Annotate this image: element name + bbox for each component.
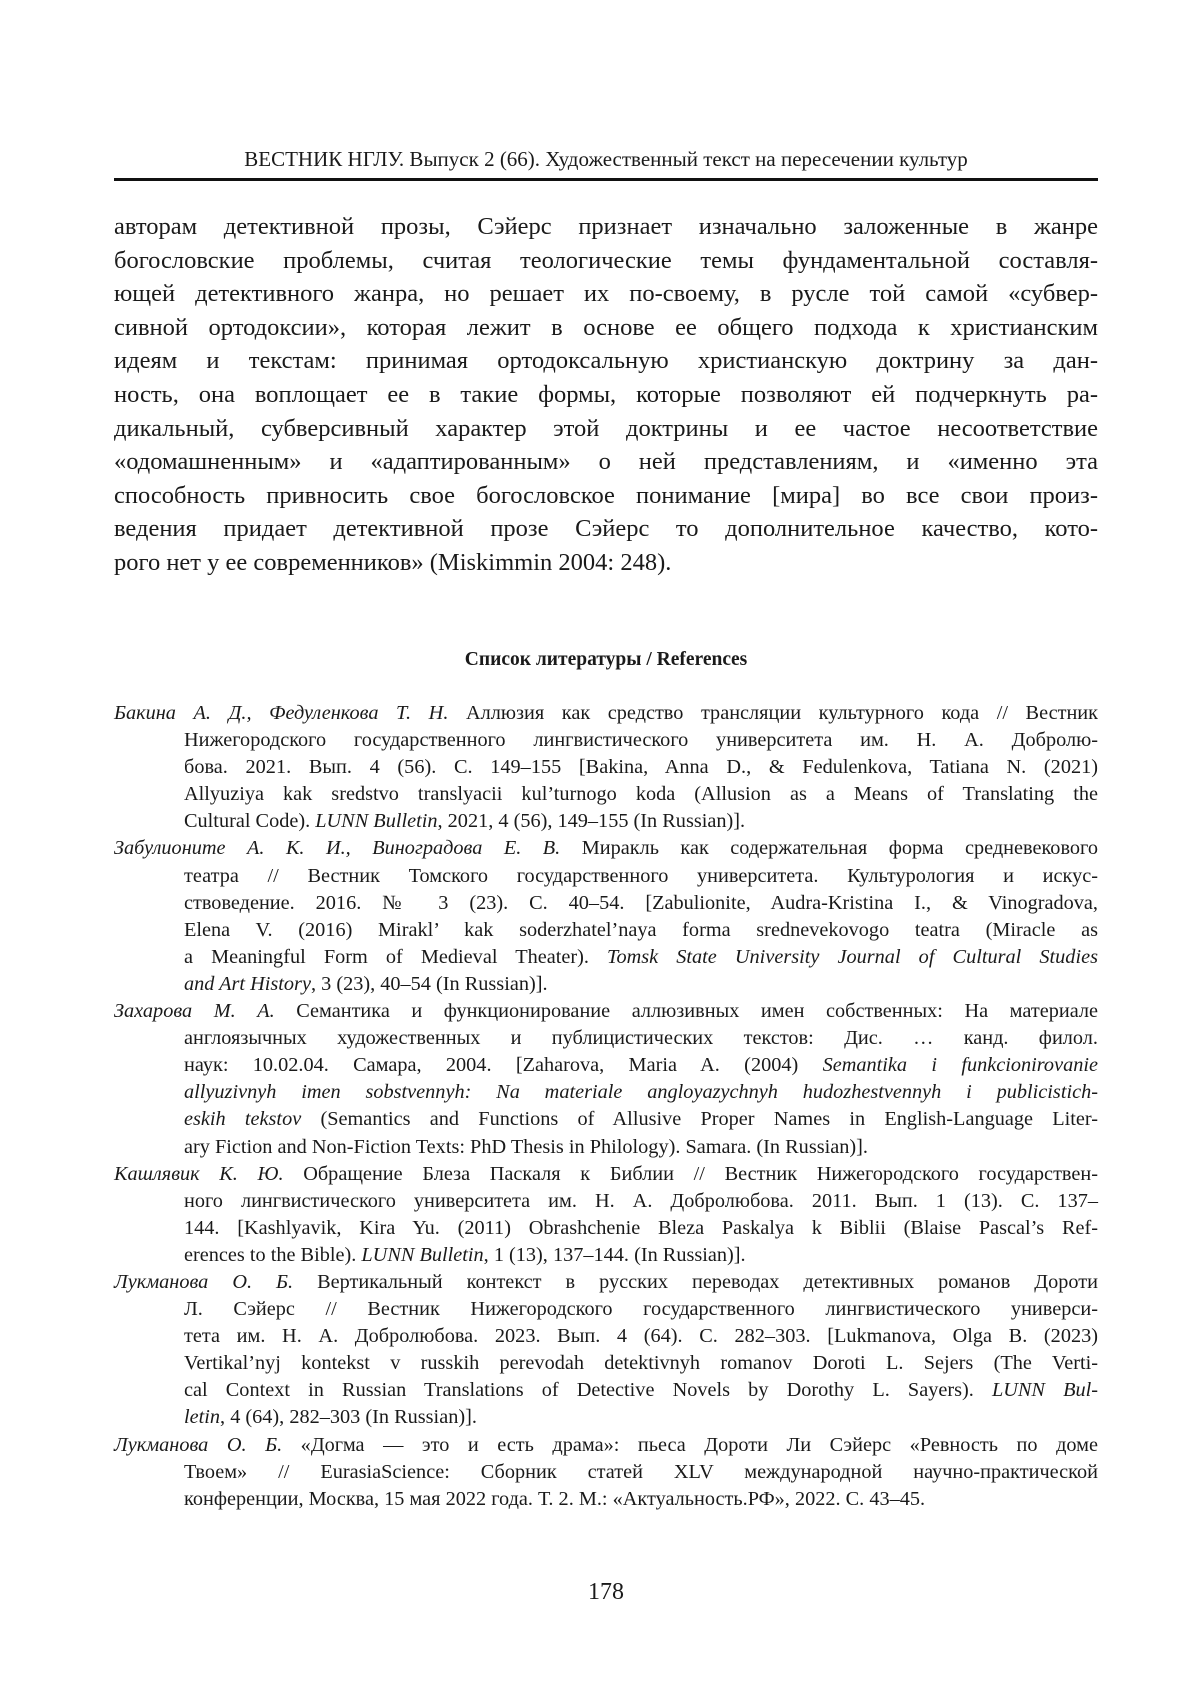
reference-italic-text: Tomsk State University Journal of Cultural Studies [607, 945, 1098, 968]
reference-line [114, 1106, 1098, 1133]
body-line: дикальный, субверсивный характер этой доктрины и ее частое несоответствие [114, 414, 1098, 442]
reference-line [114, 1242, 1098, 1269]
reference-text: ствоведение. 2016. № 3 (23). С. 40–54. [Zabulionite, Audra-Kristina I., & Vinogradova, [184, 891, 1098, 914]
body-line: ющей детективного жанра, но решает их по-своему, в русле той самой «субвер- [114, 280, 1098, 308]
body-line: идеям и текстам: принимая ортодоксальную христианскую доктрину за дан- [114, 347, 1098, 375]
body-line: ность, она воплощает ее в такие формы, которые позволяют ей подчеркнуть ра- [114, 380, 1098, 408]
reference-line [114, 727, 1098, 754]
reference-line [114, 1079, 1098, 1106]
reference-italic-text: eskih tekstov [184, 1108, 302, 1131]
reference-text: Семантика и функционирование аллюзивных имен собственных: На материале [274, 1000, 1098, 1023]
reference-line [114, 1432, 1098, 1459]
reference-line [114, 781, 1098, 808]
reference-line [114, 1052, 1098, 1079]
reference-line [114, 808, 1098, 835]
reference-text: 144. [Kashlyavik, Kira Yu. (2011) Obrashchenie Bleza Paskalya k Biblii (Blaise Pascal’s Ref- [184, 1216, 1098, 1239]
reference-line [114, 1459, 1098, 1486]
reference-line [114, 863, 1098, 890]
body-line: богословские проблемы, считая теологические темы фундаментальной составля- [114, 246, 1098, 274]
reference-text: , 1 (13), 137–144. (In Russian)]. [483, 1243, 746, 1266]
reference-line [114, 1350, 1098, 1377]
reference-text: конференции, Москва, 15 мая 2022 года. Т. 2. М.: «Актуальность.РФ», 2022. С. 43–45. [184, 1487, 926, 1510]
reference-text: (Semantics and Functions of Allusive Proper Names in English-Language Liter- [301, 1108, 1098, 1131]
reference-line [114, 700, 1098, 727]
reference-italic-text: allyuzivnyh imen sobstvennyh: Na materiale angloyazychnyh hudozhestvennyh i publicistich- [184, 1081, 1098, 1104]
reference-line [114, 1486, 1098, 1513]
reference-text: Cultural Code). [184, 810, 316, 833]
reference-text: erences to the Bible). [184, 1243, 362, 1266]
reference-italic-text: Бакина А. Д., Федуленкова Т. Н. [114, 702, 449, 724]
reference-text: Allyuziya kak sredstvo translyacii kul’turnogo koda (Allusion as a Means of Translating the [184, 783, 1098, 806]
reference-line [114, 1404, 1098, 1431]
reference-line [114, 890, 1098, 917]
body-line: «одомашненным» и «адаптированным» о ней представлениям, и «именно эта [114, 448, 1098, 476]
body-line: сивной ортодоксии», которая лежит в основе ее общего подхода к христианским [114, 313, 1098, 341]
reference-italic-text: Кашлявик К. Ю. [114, 1162, 284, 1185]
reference-text: Нижегородского государственного лингвистического университета им. Н. А. Добролю- [184, 729, 1098, 752]
reference-italic-text: Лукманова О. Б. [114, 1270, 294, 1293]
reference-line [114, 1269, 1098, 1296]
reference-italic-text: LUNN Bulletin [315, 810, 438, 833]
reference-line [114, 1188, 1098, 1215]
reference-text: англоязычных художественных и публицистических текстов: Дис. … канд. филол. [184, 1027, 1098, 1050]
reference-line [114, 1134, 1098, 1161]
body-line: способность привносить свое богословское понимание [мира] во все свои произ- [114, 481, 1098, 509]
body-line: ведения придает детективной прозе Сэйерс то дополнительное качество, кото- [114, 515, 1098, 543]
reference-line [114, 1215, 1098, 1242]
reference-line [114, 1377, 1098, 1404]
reference-text: Твоем» // EurasiaScience: Сборник статей XLV международной научно-практической [184, 1460, 1098, 1483]
reference-entry [114, 1269, 1098, 1432]
reference-italic-text: Захарова М. А. [114, 1000, 275, 1023]
references-title: Список литературы / References [464, 649, 748, 670]
reference-line [114, 1025, 1098, 1052]
reference-text: Обращение Блеза Паскаля к Библии // Вестник Нижегородского государствен- [283, 1162, 1098, 1185]
body-line: авторам детективной прозы, Сэйерс признает изначально заложенные в жанре [114, 213, 1098, 240]
reference-line [114, 1161, 1098, 1188]
reference-line [114, 1323, 1098, 1350]
reference-text: тета им. Н. А. Добролюбова. 2023. Вып. 4 (64). С. 282–303. [Lukmanova, Olga B. (2023) [184, 1325, 1098, 1348]
reference-text: ного лингвистического университета им. Н. А. Добролюбова. 2011. Вып. 1 (13). С. 137– [184, 1189, 1098, 1212]
reference-text: Вертикальный контекст в русских переводах детективных романов Дороти [293, 1270, 1098, 1293]
reference-text: Миракль как содержательная форма средневекового [560, 837, 1098, 860]
reference-text: cal Context in Russian Translations of Detective Novels by Dorothy L. Sayers). [184, 1379, 992, 1402]
reference-text: Аллюзия как средство трансляции культурного кода // Вестник [448, 702, 1099, 724]
reference-line [114, 998, 1098, 1025]
reference-line [114, 754, 1098, 781]
reference-line [114, 944, 1098, 971]
body-line: рого нет у ее современников» (Miskimmin 2004: 248). [114, 548, 672, 576]
reference-line [114, 971, 1098, 998]
reference-italic-text: Лукманова О. Б. [114, 1433, 283, 1456]
reference-italic-text: letin [184, 1406, 221, 1429]
reference-text: ary Fiction and Non-Fiction Texts: PhD Thesis in Philology). Samara. (In Russian)]. [184, 1135, 868, 1158]
reference-line [114, 835, 1098, 862]
reference-italic-text: Забулионите А. К. И., Виноградова Е. В. [114, 837, 561, 860]
reference-text: наук: 10.02.04. Самара, 2004. [Zaharova, Maria A. (2004) [184, 1054, 823, 1077]
reference-text: Elena V. (2016) Mirakl’ kak soderzhatel’naya forma srednevekovogo teatra (Miracle as [184, 918, 1098, 941]
reference-entry [114, 835, 1098, 998]
page-number: 178 [588, 1579, 624, 1605]
reference-italic-text: LUNN Bulletin [361, 1243, 484, 1266]
reference-entry [114, 700, 1098, 835]
header-rule [114, 178, 1098, 181]
reference-text: «Догма — это и есть драма»: пьеса Дороти Ли Сэйерс «Ревность по доме [282, 1433, 1098, 1456]
references-list [114, 700, 1098, 1513]
reference-text: Л. Сэйерс // Вестник Нижегородского государственного лингвистического универси- [184, 1298, 1098, 1321]
reference-entry [114, 1161, 1098, 1269]
running-header: ВЕСТНИК НГЛУ. Выпуск 2 (66). Художественный текст на пересечении культур [244, 147, 968, 171]
reference-text: , 3 (23), 40–54 (In Russian)]. [310, 972, 548, 995]
reference-entry [114, 1432, 1098, 1513]
reference-text: театра // Вестник Томского государственного университета. Культурология и искус- [184, 864, 1098, 887]
reference-line [114, 917, 1098, 944]
reference-entry [114, 998, 1098, 1161]
reference-text: , 4 (64), 282–303 (In Russian)]. [220, 1406, 477, 1429]
reference-line [114, 1296, 1098, 1323]
reference-text: бова. 2021. Вып. 4 (56). С. 149–155 [Bakina, Anna D., & Fedulenkova, Tatiana N. (2021) [184, 756, 1098, 779]
reference-italic-text: and Art History [184, 972, 311, 995]
reference-italic-text: Semantika i funkcionirovanie [822, 1054, 1098, 1077]
reference-text: , 2021, 4 (56), 149–155 (In Russian)]. [437, 810, 746, 833]
body-paragraph [114, 210, 1098, 580]
reference-italic-text: LUNN Bul- [991, 1379, 1098, 1402]
reference-text: a Meaningful Form of Medieval Theater). [184, 945, 608, 968]
reference-text: Vertikal’nyj kontekst v russkih perevodah detektivnyh romanov Doroti L. Sejers (The Verti- [184, 1352, 1098, 1375]
